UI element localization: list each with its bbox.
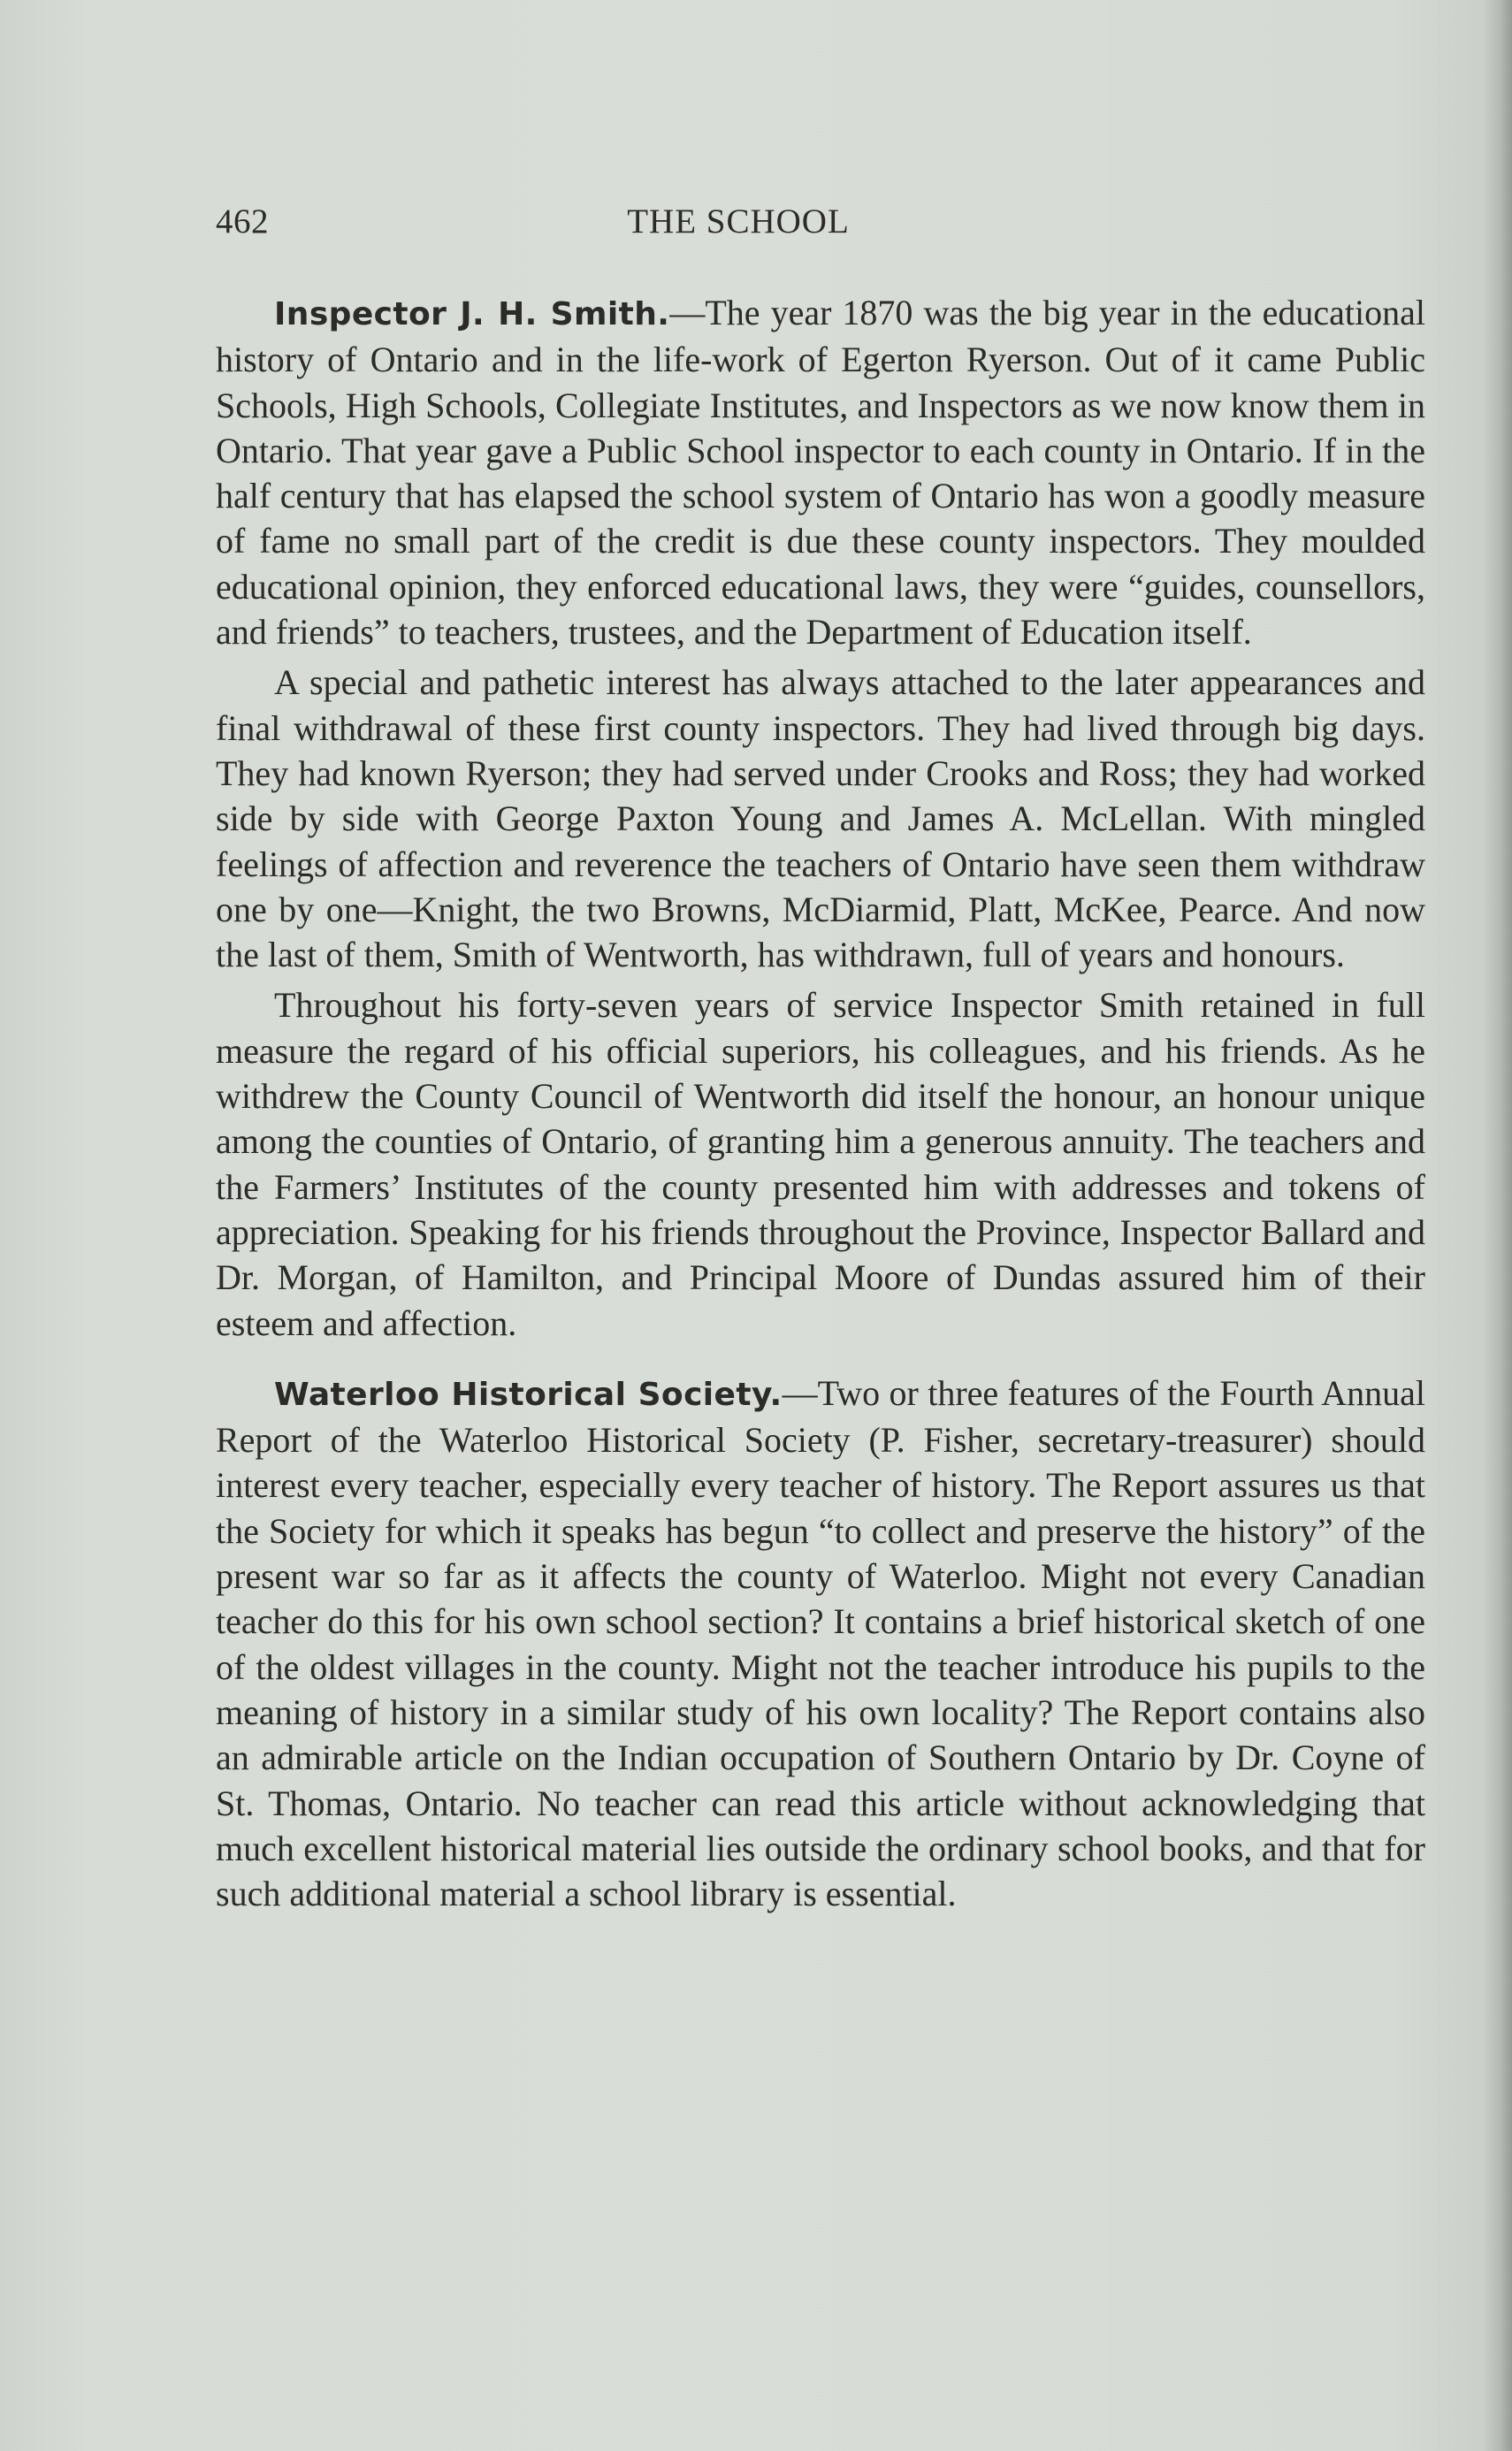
- section-1-paragraph-1-text: —The year 1870 was the big year in the educational history of Ontario and in the life-work of Egerton Ryerson. Out of it came Public Schools, High Schools, Collegiate Institutes, and Inspectors as we now know them in Ontario. That year gave a Public School inspector to each county in Ontario. If in the half century that has elapsed the school system of Ontario has won a goodly measure of fame no small part of the credit is due these county inspectors. They moulded educational opinion, they enforced educational laws, they were “guides, counsellors, and friends” to teachers, trustees, and the Department of Education itself.: [216, 293, 1425, 653]
- journal-title: THE SCHOOL: [627, 202, 850, 241]
- article-body: [216, 290, 1425, 1916]
- section-1-paragraph-3: Throughout his forty-seven years of service Inspector Smith retained in full measure the regard of his official superiors, his colleagues, and his friends. As he withdrew the County Council of Wentworth did itself the honour, an honour unique among the counties of Ontario, of granting him a generous annuity. The teachers and the Farmers’ Institutes of the county presented him with addresses and tokens of appreciation. Speaking for his friends throughout the Province, Inspector Ballard and Dr. Morgan, of Hamilton, and Principal Moore of Dundas assured him of their esteem and affection.: [216, 985, 1425, 1343]
- section-1-paragraph-1: [216, 290, 1425, 654]
- page-edge-shadow: [1482, 0, 1512, 2451]
- page-number: 462: [216, 202, 269, 241]
- section-heading-waterloo-society: Waterloo Historical Society.: [274, 1376, 783, 1413]
- running-head: [216, 202, 1425, 255]
- section-1-paragraph-2: A special and pathetic interest has always attached to the later appearances and final withdrawal of these first county inspectors. They had lived through big days. They had known Ryerson; they had served under Crooks and Ross; they had worked side by side with George Paxton Young and James A. McLellan. With mingled feelings of affection and reverence the teachers of Ontario have seen them withdraw one by one—Knight, the two Browns, McDiarmid, Platt, McKee, Pearce. And now the last of them, Smith of Wentworth, has withdrawn, full of years and honours.: [216, 662, 1425, 975]
- section-2-paragraph-1-text: —Two or three features of the Fourth Annual Report of the Waterloo Historical Society (P. Fisher, secretary-treasurer) should interest every teacher, especially every teacher of history. The Report assures us that the Society for which it speaks has begun “to collect and preserve the history” of the present war so far as it affects the county of Waterloo. Might not every Canadian teacher do this for his own school section? It contains a brief historical sketch of one of the oldest villages in the county. Might not the teacher introduce his pupils to the meaning of history in a similar study of his own locality? The Report contains also an admirable article on the Indian occupation of Southern Ontario by Dr. Coyne of St. Thomas, Ontario. No teacher can read this article without acknowledging that much excellent historical material lies outside the ordinary school books, and that for such additional material a school library is essential.: [216, 1372, 1425, 1914]
- section-heading-inspector-smith: Inspector J. H. Smith.: [274, 296, 670, 332]
- section-2-paragraph-1: [216, 1371, 1425, 1917]
